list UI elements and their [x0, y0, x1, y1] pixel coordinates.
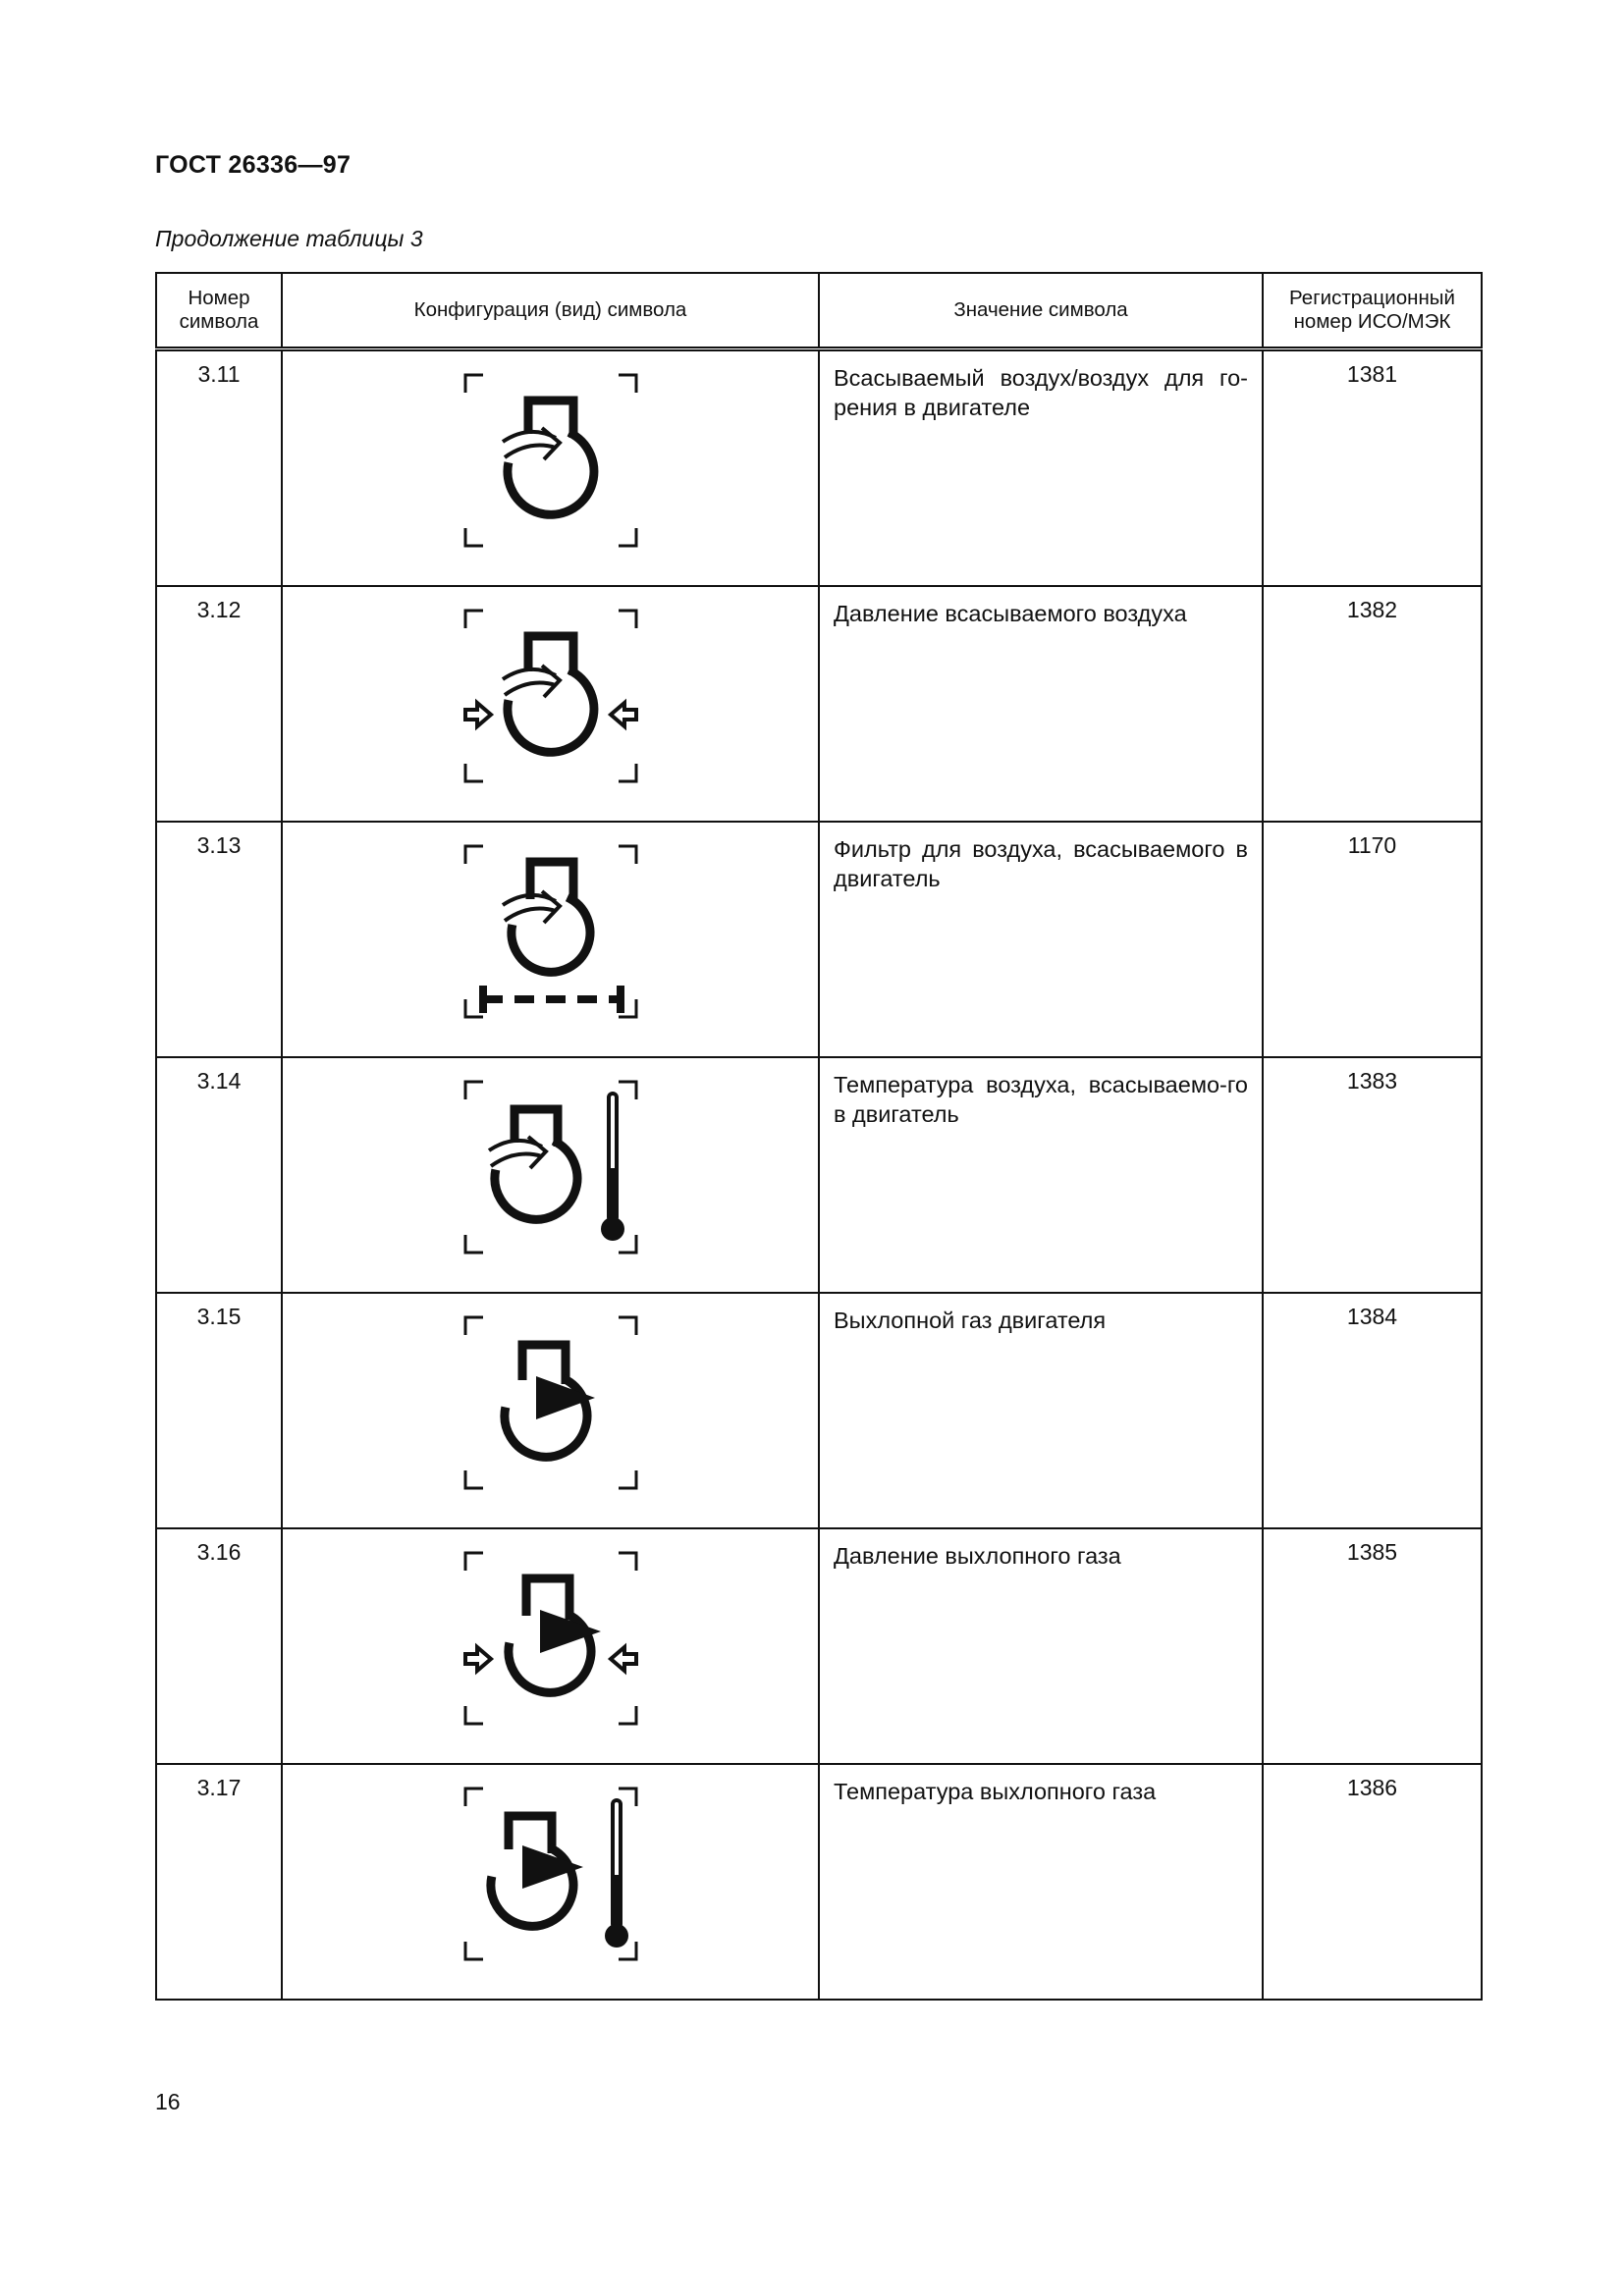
registration-number: 1170 — [1263, 822, 1482, 1057]
engine-intake-air-temperature-icon — [283, 1058, 818, 1264]
symbol-number: 3.13 — [156, 822, 282, 1057]
table-row — [156, 1293, 1482, 1528]
symbols-table — [155, 272, 1483, 2001]
engine-intake-air-pressure-icon — [283, 587, 818, 793]
symbol-configuration-cell — [282, 1293, 819, 1528]
table-row — [156, 1764, 1482, 2000]
table-row — [156, 822, 1482, 1057]
table-row — [156, 586, 1482, 822]
column-header-registration: Регистрационный номер ИСО/МЭК — [1263, 273, 1482, 349]
registration-number: 1384 — [1263, 1293, 1482, 1528]
symbol-meaning: Давление выхлопного газа — [819, 1528, 1263, 1764]
table-row — [156, 349, 1482, 587]
table-row — [156, 1057, 1482, 1293]
document-code: ГОСТ 26336—97 — [155, 151, 352, 179]
symbol-meaning: Температура выхлопного газа — [819, 1764, 1263, 2000]
symbol-configuration-cell — [282, 349, 819, 587]
symbol-configuration-cell — [282, 1057, 819, 1293]
registration-number: 1385 — [1263, 1528, 1482, 1764]
symbol-meaning: Давление всасываемого воздуха — [819, 586, 1263, 822]
engine-intake-air-icon — [283, 351, 818, 558]
registration-number: 1381 — [1263, 349, 1482, 587]
table-continuation-caption: Продолжение таблицы 3 — [155, 226, 423, 251]
table-header-row — [156, 273, 1482, 349]
symbol-number: 3.11 — [156, 349, 282, 587]
symbol-meaning: Температура воздуха, всасываемо-го в двигатель — [819, 1057, 1263, 1293]
engine-exhaust-gas-icon — [283, 1294, 818, 1500]
registration-number: 1383 — [1263, 1057, 1482, 1293]
symbol-number: 3.15 — [156, 1293, 282, 1528]
symbol-number: 3.14 — [156, 1057, 282, 1293]
table-body — [156, 349, 1482, 2001]
table-row — [156, 1528, 1482, 1764]
symbol-meaning: Выхлопной газ двигателя — [819, 1293, 1263, 1528]
column-header-configuration: Конфигурация (вид) символа — [282, 273, 819, 349]
engine-exhaust-temperature-icon — [283, 1765, 818, 1971]
symbol-configuration-cell — [282, 822, 819, 1057]
registration-number: 1386 — [1263, 1764, 1482, 2000]
registration-number: 1382 — [1263, 586, 1482, 822]
symbol-meaning: Фильтр для воздуха, всасываемого в двигатель — [819, 822, 1263, 1057]
symbol-number: 3.16 — [156, 1528, 282, 1764]
page-number: 16 — [155, 2089, 181, 2114]
column-header-meaning: Значение символа — [819, 273, 1263, 349]
column-header-number: Номер символа — [156, 273, 282, 349]
symbol-number: 3.12 — [156, 586, 282, 822]
symbol-configuration-cell — [282, 586, 819, 822]
symbol-number: 3.17 — [156, 1764, 282, 2000]
engine-exhaust-pressure-icon — [283, 1529, 818, 1735]
symbol-meaning: Всасываемый воздух/воздух для го-рения в двигателе — [819, 349, 1263, 587]
symbol-configuration-cell — [282, 1764, 819, 2000]
engine-air-filter-icon — [283, 823, 818, 1029]
symbol-configuration-cell — [282, 1528, 819, 1764]
